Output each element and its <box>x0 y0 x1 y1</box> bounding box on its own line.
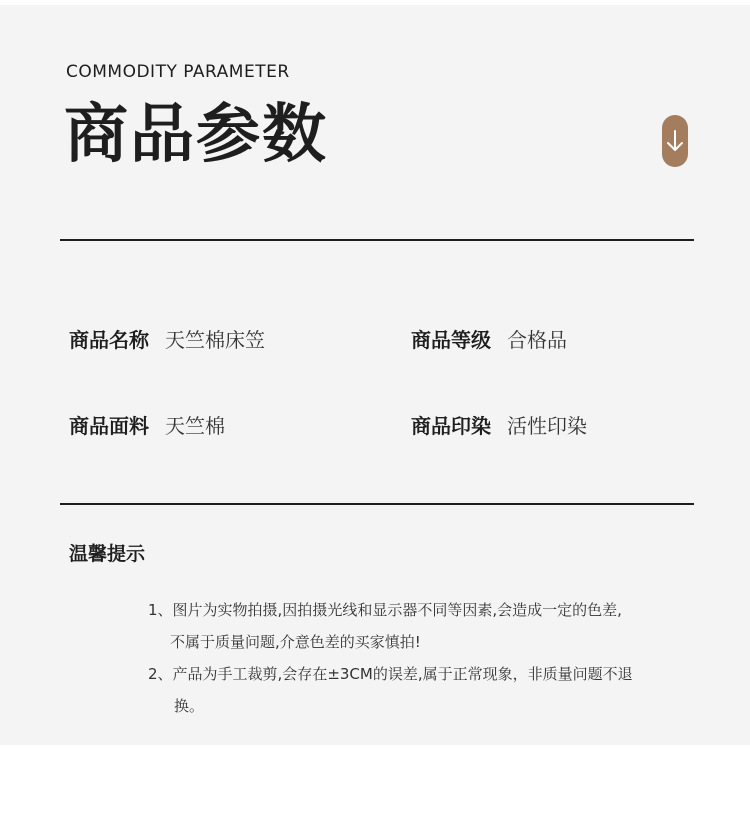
arrow-down-icon <box>666 128 684 154</box>
notice-line: 2、产品为手工裁剪,会存在±3CM的误差,属于正常现象，非质量问题不退 <box>148 665 633 683</box>
notice-line: 不属于质量问题,介意色差的买家慎拍! <box>170 633 421 651</box>
notice-line: 1、图片为实物拍摄,因拍摄光线和显示器不同等因素,会造成一定的色差, <box>148 601 622 619</box>
param-label: 商品印染 <box>411 414 491 438</box>
notice-line: 换。 <box>174 697 205 715</box>
param-value: 天竺棉床笠 <box>165 328 265 352</box>
scroll-down-button[interactable] <box>662 115 688 167</box>
notice-title: 温馨提示 <box>69 543 146 565</box>
param-value: 活性印染 <box>507 414 587 438</box>
param-label: 商品名称 <box>69 328 149 352</box>
param-value: 合格品 <box>507 328 567 352</box>
divider-bottom <box>60 503 694 505</box>
page-title: 商品参数 <box>64 98 328 172</box>
param-item-grade <box>411 324 567 353</box>
param-value: 天竺棉 <box>165 414 225 438</box>
param-item-name <box>69 324 265 353</box>
param-item-fabric <box>69 410 225 439</box>
param-item-dyeing <box>411 410 587 439</box>
section-subtitle: COMMODITY PARAMETER <box>66 62 290 82</box>
divider-top <box>60 239 694 241</box>
param-label: 商品等级 <box>411 328 491 352</box>
param-label: 商品面料 <box>69 414 149 438</box>
